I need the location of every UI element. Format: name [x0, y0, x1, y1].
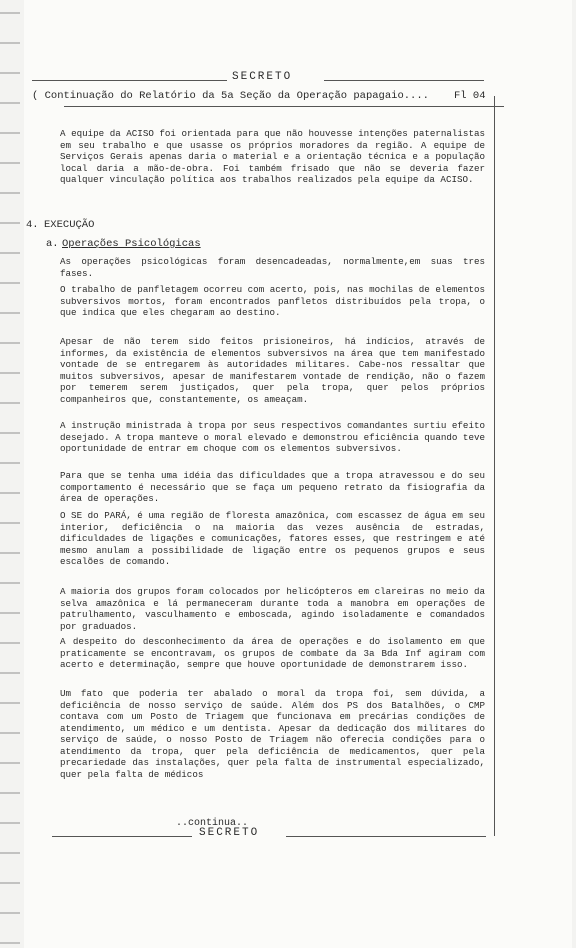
title-rule [64, 106, 504, 107]
paragraph-4: A instrução ministrada à tropa por seus respectivos comandantes surtiu efeito desejado. A tropa manteve o moral elevado e demonstrou eficiência quando teve oportunidade de entrar em choque com os elementos subversivos. [60, 420, 485, 454]
intro-paragraph: A equipe da ACISO foi orientada para que não houvesse intenções paternalistas em seu trabalho e que usasse os próprios moradores da região. A equipe de Serviços Gerais apenas daria o material e a orientação técnica e a população local daria a mão-de-obra. Foi também frisado que não se deveria fazer qualquer vinculação política aos trabalhos realizados pela equipe da ACISO. [60, 128, 485, 185]
top-rule-right [324, 80, 484, 81]
paragraph-2: O trabalho de panfletagem ocorreu com acerto, pois, nas mochilas de elementos subversivos mortos, foram encontrados panfletos distribuídos pela tropa, o que indica que eles chegaram ao destino. [60, 284, 485, 318]
page-number: Fl 04 [454, 90, 486, 102]
paragraph-3: Apesar de não terem sido feitos prisioneiros, há indícios, através de informes, da existência de elementos subversivos na área que tem manifestado vontade de se entregarem às autoridades militares. Cabe-nos ressaltar que muitos subversivos, apesar de manifestarem vontade de rendição, não o fazem por temerem serem justiçados, quer pela tropa, quer pelos próprios companheiros que, constantemente, os ameaçam. [60, 336, 485, 405]
right-margin-line [494, 96, 495, 836]
paragraph-6: O SE do PARÁ, é uma região de floresta amazônica, com escassez de água em seu interior, deficiência o na maioria das vezes ausência de estradas, dificuldades de ligações e comunicações, fatores esses, que restringem e até mesmo anulam a possibilidade de ligação entre os pequenos grupos e seus escalões de comando. [60, 510, 485, 567]
document-page [24, 0, 572, 948]
report-title: ( Continuação do Relatório da 5a Seção da Operação papagaio.... [32, 90, 429, 102]
paragraph-8: A despeito do desconhecimento da área de operações e do isolamento em que praticamente se encontravam, os grupos de combate da 3a Bda Inf agiram com acerto e determinação, sempre que houve oportunidade de demonstrarem isso. [60, 636, 485, 670]
subsection-letter: a. [46, 238, 59, 250]
paragraph-7: A maioria dos grupos foram colocados por helicópteros em clareiras no meio da selva amazônica e lá permaneceram durante toda a manobra em operações de patrulhamento, vasculhamento e emboscada, agindo isoladamente e comandados por graduados. [60, 586, 485, 632]
continua-label: ..continua.. [176, 818, 249, 829]
paragraph-5: Para que se tenha uma idéia das dificuldades que a tropa atravessou e do seu comportamento é necessário que se faça um pequeno retrato da fisiografia da área de operações. [60, 470, 485, 504]
bottom-rule-left [52, 836, 192, 837]
binder-holes [0, 0, 20, 948]
section-number: 4. [26, 219, 39, 231]
bottom-rule-right [286, 836, 486, 837]
paragraph-1: As operações psicológicas foram desencadeadas, normalmente,em suas tres fases. [60, 256, 485, 279]
classification-bottom: SECRETO [199, 827, 260, 839]
top-rule-left [32, 80, 227, 81]
subsection-title: Operações Psicológicas [62, 238, 201, 250]
classification-top: SECRETO [232, 71, 293, 83]
paragraph-9: Um fato que poderia ter abalado o moral da tropa foi, sem dúvida, a deficiência de nosso serviço de saúde. Além dos PS dos Batalhões, o CMP contava com um Posto de Triagem que funcionava em precárias condições de atendimento, um médico e um dentista. Apesar da dedicação dos militares do serviço de saúde, o nosso Posto de Triagem não oferecia condições para o atendimento da tropa, quer pela deficiência de medicamentos, quer pela precariedade das instalações, quer pela falta de instrumental especializado, quer pela falta de médicos [60, 688, 485, 780]
section-title: EXECUÇÃO [44, 219, 95, 231]
